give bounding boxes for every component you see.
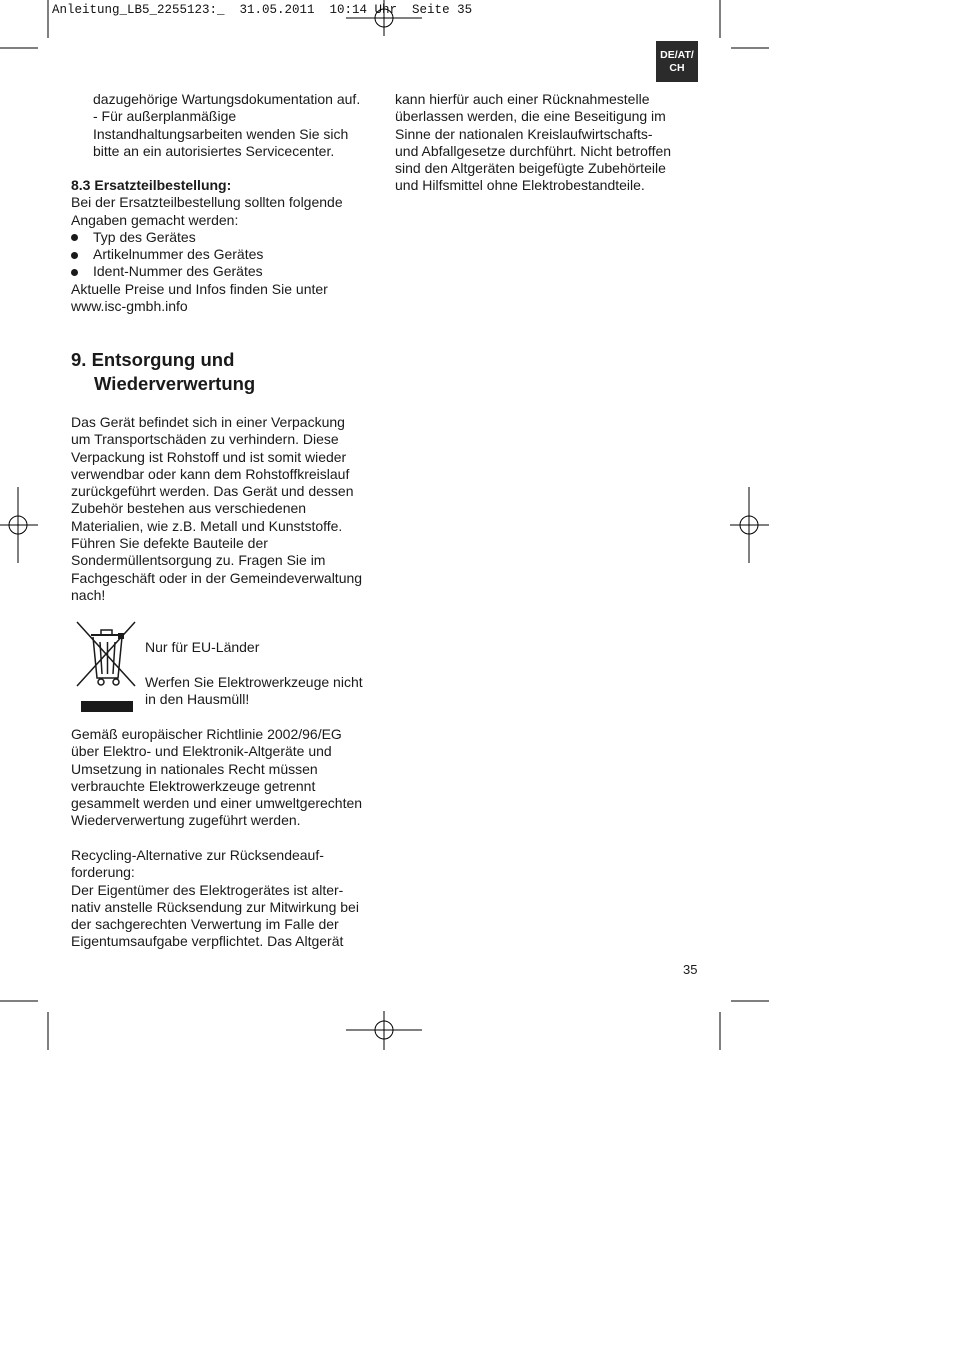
text-line: der sachgerechten Verwertung im Falle der [71, 916, 339, 933]
text-line: Instandhaltungsarbeiten wenden Sie sich [93, 125, 349, 142]
text-line: in den Hausmüll! [145, 690, 250, 707]
text-line: kann hierfür auch einer Rücknahmestelle [395, 91, 650, 107]
text-line: Der Eigentümer des Elektrogerätes ist alter- [71, 881, 344, 898]
text-line: Angaben gemacht werden: [71, 211, 239, 228]
bullet-icon [71, 234, 78, 241]
text-line: über Elektro- und Elektronik-Altgeräte und [71, 743, 332, 760]
bullet-icon [71, 252, 78, 259]
registration-mark-right-icon [730, 487, 769, 563]
badge-line-2: CH [669, 61, 685, 74]
heading-line: Wiederverwertung [94, 373, 256, 394]
text-line: www.isc-gmbh.info [71, 298, 188, 315]
list-item-text: Typ des Gerätes [93, 228, 196, 245]
text-line: Umsetzung in nationales Recht müssen [71, 760, 318, 777]
text-line: gesammelt werden und einer umweltgerechten [71, 795, 363, 812]
language-badge [656, 41, 698, 82]
text-line: Das Gerät befindet sich in einer Verpackung [71, 414, 345, 430]
text-line: überlassen werden, die eine Beseitigung im [395, 108, 666, 125]
text-line: zurückgeführt werden. Das Gerät und dessen [71, 483, 354, 500]
section-8-3 [71, 177, 343, 315]
print-slug: Anleitung_LB5_2255123:_ 31.05.2011 10:14 Uhr Seite 35 [52, 3, 473, 17]
text-line: Eigentumsaufgabe verpflichtet. Das Altgerät [71, 933, 344, 950]
intro-continuation [93, 91, 360, 160]
weee-notice [145, 639, 363, 708]
list-item [71, 263, 343, 280]
crossed-out-wheelie-bin-icon [74, 620, 138, 712]
text-line: Bei der Ersatzteilbestellung sollten folgende [71, 194, 343, 211]
text-line: um Transportschäden zu verhindern. Diese [71, 431, 339, 448]
text-line: Werfen Sie Elektrowerkzeuge nicht [145, 673, 363, 690]
section-9-heading [71, 348, 255, 396]
text-line: Materialien, wie z.B. Metall und Kunststoffe. [71, 517, 343, 534]
bullet-icon [71, 269, 78, 276]
text-line: nach! [71, 586, 106, 603]
text-line: Führen Sie defekte Bauteile der [71, 535, 268, 552]
text-line: verwendbar oder kann dem Rohstoffkreislauf [71, 465, 350, 482]
column-2-paragraph [395, 91, 671, 195]
text-line: bitte an ein autorisiertes Servicecenter. [93, 142, 335, 159]
list-item [71, 246, 343, 263]
list-item-text: Artikelnummer des Gerätes [93, 246, 264, 263]
registration-mark-left-icon [0, 487, 38, 563]
list-item [71, 229, 343, 246]
text-line: Aktuelle Preise und Infos finden Sie unter [71, 280, 328, 297]
text-line: und Hilfsmittel ohne Elektrobestandteile. [395, 177, 645, 194]
text-line: - Für außerplanmäßige [93, 108, 237, 125]
text-line: Gemäß europäischer Richtlinie 2002/96/EG [71, 726, 342, 742]
section-8-3-heading: 8.3 Ersatzteilbestellung: [71, 177, 232, 193]
registration-mark-top-icon [346, 0, 422, 36]
text-line: und Abfallgesetze durchführt. Nicht betroffen [395, 142, 672, 159]
registration-mark-bottom-icon [346, 1011, 422, 1050]
text-line: nativ anstelle Rücksendung zur Mitwirkung bei [71, 898, 359, 915]
text-line: sind den Altgeräten beigefügte Zubehörteile [395, 160, 666, 177]
text-line: dazugehörige Wartungsdokumentation auf. [93, 91, 361, 107]
section-9-paragraph-3 [71, 847, 359, 951]
text-line: Sinne der nationalen Kreislaufwirtschafts- [395, 125, 653, 142]
text-line: verbrauchte Elektrowerkzeuge getrennt [71, 777, 316, 794]
section-9-paragraph-2 [71, 726, 362, 830]
list-item-text: Ident-Nummer des Gerätes [93, 263, 263, 280]
badge-line-1: DE/AT/ [660, 48, 694, 61]
text-line: Recycling-Alternative zur Rücksendeauf- [71, 847, 324, 863]
text-line: Nur für EU-Länder [145, 639, 260, 655]
text-line: Verpackung ist Rohstoff und ist somit wieder [71, 448, 347, 465]
text-line: Sondermüllentsorgung zu. Fragen Sie im [71, 552, 326, 569]
page-number: 35 [683, 962, 698, 977]
text-line: Wiederverwertung zugeführt werden. [71, 812, 301, 829]
text-line: Fachgeschäft oder in der Gemeindeverwaltung [71, 569, 363, 586]
text-line: Zubehör bestehen aus verschiedenen [71, 500, 307, 517]
heading-line: 9. Entsorgung und [71, 349, 235, 370]
section-9-paragraph-1 [71, 414, 362, 604]
text-line: forderung: [71, 864, 135, 881]
